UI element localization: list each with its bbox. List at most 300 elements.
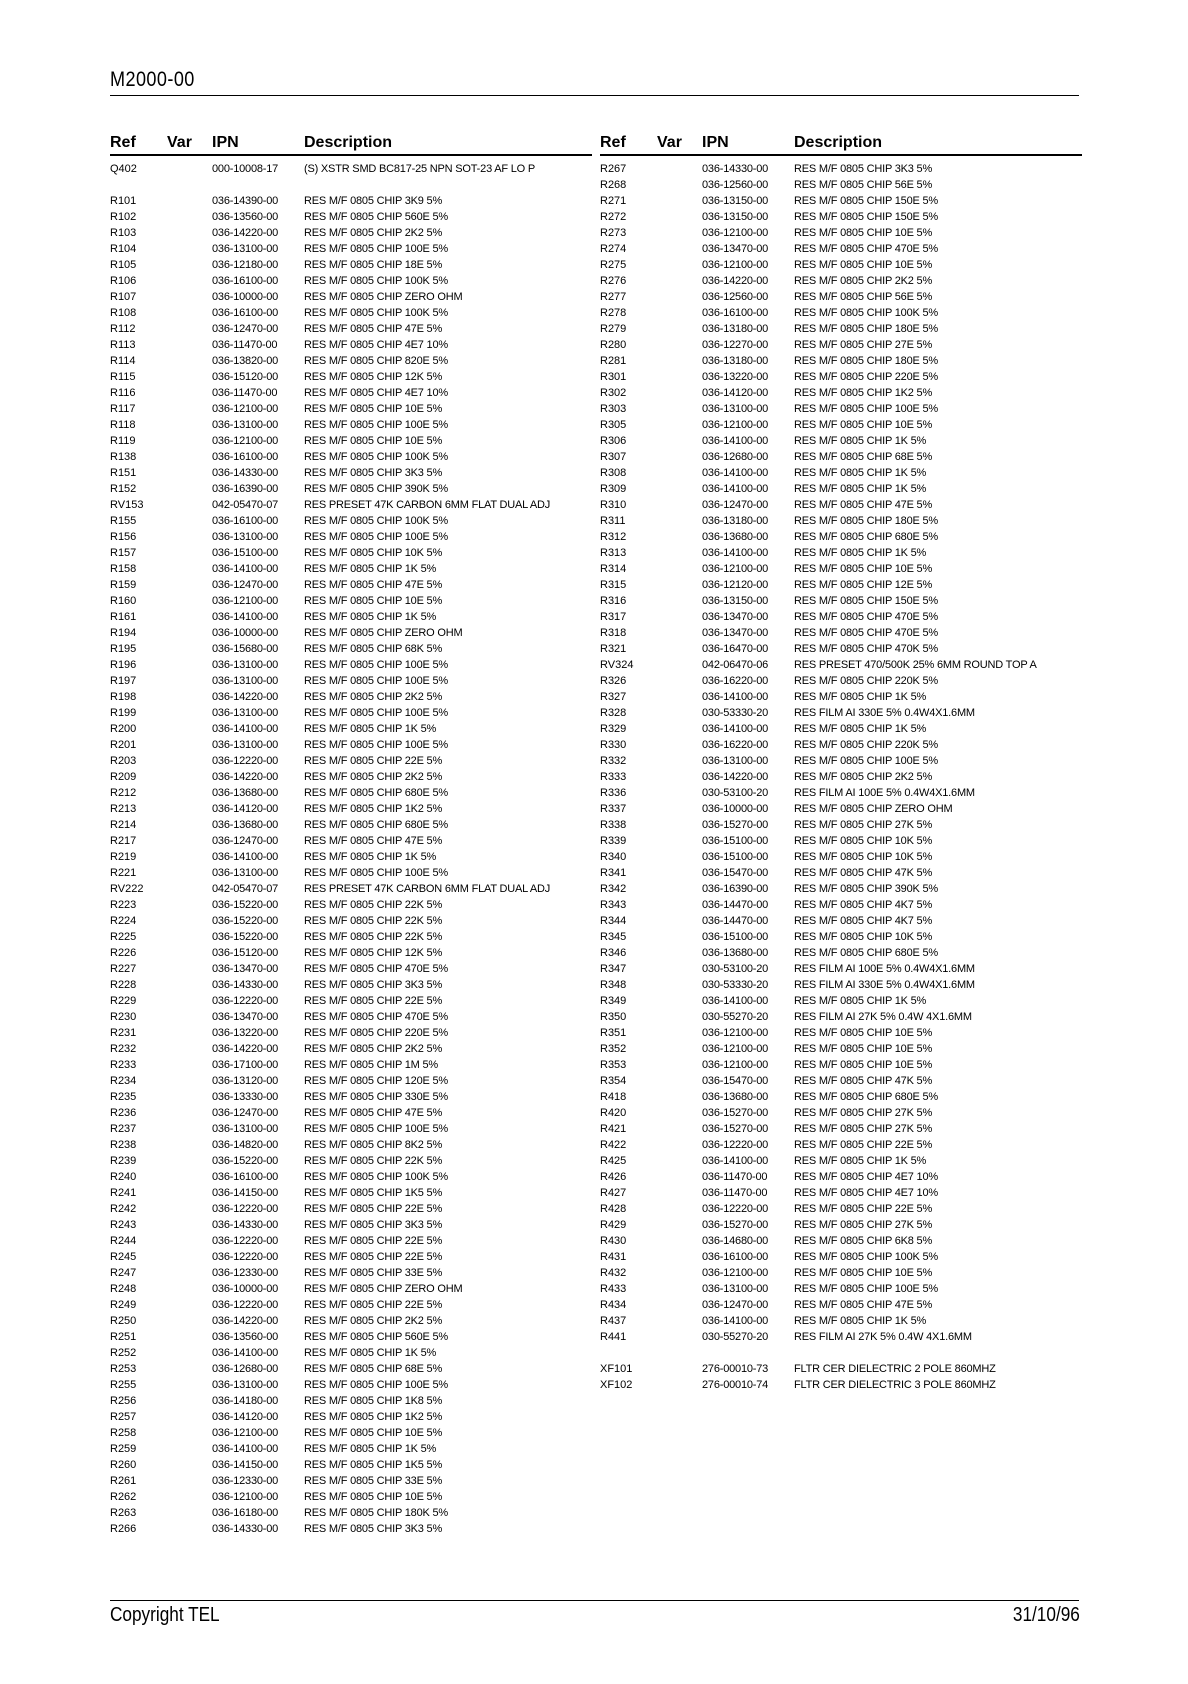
- part-row: [600, 161, 1082, 177]
- part-description: FLTR CER DIELECTRIC 2 POLE 860MHZ: [794, 1363, 996, 1375]
- part-row: [600, 305, 1082, 321]
- header-description: Description: [794, 134, 883, 151]
- part-ref: R313: [600, 547, 627, 559]
- part-description: RES M/F 0805 CHIP 1K 5%: [304, 563, 437, 575]
- part-ipn: 036-12100-00: [702, 1043, 769, 1055]
- part-ipn: 036-14150-00: [212, 1459, 279, 1471]
- part-ipn: 036-17100-00: [212, 1059, 279, 1071]
- part-row: [600, 737, 1082, 753]
- part-ipn: 036-14120-00: [212, 1411, 279, 1423]
- part-ref: R273: [600, 227, 627, 239]
- part-row: [110, 1185, 592, 1201]
- part-description: RES M/F 0805 CHIP 3K3 5%: [794, 163, 933, 175]
- part-row: [110, 1249, 592, 1265]
- part-description: RES M/F 0805 CHIP 150E 5%: [794, 211, 938, 223]
- part-ipn: 036-14220-00: [212, 1315, 279, 1327]
- part-ref: R315: [600, 579, 627, 591]
- part-description: RES M/F 0805 CHIP 4E7 10%: [794, 1171, 938, 1183]
- part-row: [600, 977, 1082, 993]
- part-row: [600, 1313, 1082, 1329]
- part-ipn: 036-12100-00: [212, 435, 279, 447]
- part-description: RES M/F 0805 CHIP 3K3 5%: [304, 979, 443, 991]
- part-description: RES M/F 0805 CHIP 10E 5%: [794, 1059, 933, 1071]
- part-row: [600, 177, 1082, 193]
- part-description: RES M/F 0805 CHIP 100E 5%: [304, 675, 448, 687]
- part-row: [600, 1185, 1082, 1201]
- part-ref: R229: [110, 995, 137, 1007]
- part-ipn: 036-15220-00: [212, 899, 279, 911]
- part-ipn: 036-13680-00: [702, 1091, 769, 1103]
- part-row: [600, 193, 1082, 209]
- part-row: [110, 753, 592, 769]
- part-ref: R420: [600, 1107, 627, 1119]
- part-ref: R253: [110, 1363, 137, 1375]
- part-ipn: 276-00010-73: [702, 1363, 769, 1375]
- part-ref: R203: [110, 755, 137, 767]
- part-ref: Q402: [110, 163, 137, 175]
- part-ipn: 036-16470-00: [702, 643, 769, 655]
- part-description: RES M/F 0805 CHIP 47K 5%: [794, 867, 933, 879]
- part-ipn: 036-10000-00: [212, 627, 279, 639]
- part-ipn: 036-14100-00: [702, 467, 769, 479]
- part-ipn: 036-12120-00: [702, 579, 769, 591]
- header-ref: Ref: [110, 134, 136, 151]
- part-description: RES M/F 0805 CHIP 470K 5%: [794, 643, 938, 655]
- part-ref: R116: [110, 387, 136, 399]
- part-ref: R114: [110, 355, 136, 367]
- part-ipn: 036-11470-00: [702, 1171, 768, 1183]
- part-row: [110, 945, 592, 961]
- part-row: [600, 753, 1082, 769]
- part-row: [110, 897, 592, 913]
- part-ipn: 036-16100-00: [212, 515, 279, 527]
- part-ipn: 036-15100-00: [702, 851, 769, 863]
- part-description: RES M/F 0805 CHIP 180E 5%: [794, 323, 938, 335]
- part-ipn: 000-10008-17: [212, 163, 279, 175]
- part-ref: R102: [110, 211, 137, 223]
- row-spacer: [600, 1345, 1082, 1361]
- part-ipn: 036-15270-00: [702, 1107, 769, 1119]
- part-ref: R161: [110, 611, 137, 623]
- part-description: RES M/F 0805 CHIP ZERO OHM: [304, 627, 463, 639]
- part-ipn: 036-13180-00: [702, 355, 769, 367]
- part-description: RES M/F 0805 CHIP 4K7 5%: [794, 915, 933, 927]
- part-ipn: 036-13100-00: [212, 1379, 279, 1391]
- part-ref: R309: [600, 483, 627, 495]
- part-ipn: 036-12180-00: [212, 259, 279, 271]
- part-ipn: 036-13680-00: [212, 819, 279, 831]
- part-description: RES M/F 0805 CHIP 68E 5%: [304, 1363, 443, 1375]
- part-description: RES M/F 0805 CHIP 33E 5%: [304, 1267, 443, 1279]
- part-ref: R225: [110, 931, 137, 943]
- part-description: RES M/F 0805 CHIP 220E 5%: [794, 371, 938, 383]
- part-ref: R310: [600, 499, 627, 511]
- part-ref: R333: [600, 771, 627, 783]
- part-description: RES M/F 0805 CHIP 100E 5%: [304, 419, 448, 431]
- part-description: RES M/F 0805 CHIP 10E 5%: [794, 563, 933, 575]
- part-description: RES M/F 0805 CHIP 1K 5%: [304, 851, 437, 863]
- part-ref: R251: [110, 1331, 137, 1343]
- part-row: [110, 593, 592, 609]
- part-row: [110, 929, 592, 945]
- part-row: [110, 449, 592, 465]
- part-ipn: 036-14120-00: [212, 803, 279, 815]
- part-ipn: 036-14100-00: [702, 691, 769, 703]
- part-description: RES M/F 0805 CHIP 68K 5%: [304, 643, 443, 655]
- part-description: RES M/F 0805 CHIP 100E 5%: [304, 659, 448, 671]
- part-row: [600, 513, 1082, 529]
- part-description: RES M/F 0805 CHIP 100E 5%: [304, 1379, 448, 1391]
- part-ipn: 036-12470-00: [212, 835, 279, 847]
- part-description: RES M/F 0805 CHIP 22E 5%: [304, 755, 443, 767]
- part-ipn: 036-12470-00: [702, 1299, 769, 1311]
- part-row: [110, 833, 592, 849]
- part-ref: R351: [600, 1027, 627, 1039]
- part-ipn: 036-12100-00: [702, 259, 769, 271]
- part-row: [600, 945, 1082, 961]
- part-ipn: 036-13100-00: [212, 675, 279, 687]
- part-ipn: 030-53330-20: [702, 979, 769, 991]
- part-row: [600, 657, 1082, 673]
- part-description: RES M/F 0805 CHIP 3K3 5%: [304, 1523, 443, 1535]
- part-ipn: 036-13120-00: [212, 1075, 279, 1087]
- part-row: [110, 1345, 592, 1361]
- part-ipn: 036-12100-00: [702, 1059, 769, 1071]
- part-row: [110, 801, 592, 817]
- part-ipn: 036-15270-00: [702, 1219, 769, 1231]
- part-ipn: 036-15220-00: [212, 1155, 279, 1167]
- part-ref: R433: [600, 1283, 627, 1295]
- header-var: Var: [167, 134, 192, 151]
- part-ipn: 036-14100-00: [212, 723, 279, 735]
- part-ipn: 036-13560-00: [212, 1331, 279, 1343]
- part-ipn: 036-16100-00: [702, 1251, 769, 1263]
- part-row: [600, 1297, 1082, 1313]
- part-description: RES M/F 0805 CHIP 10E 5%: [794, 259, 933, 271]
- part-row: [110, 673, 592, 689]
- part-row: [600, 401, 1082, 417]
- part-ipn: 030-55270-20: [702, 1331, 769, 1343]
- part-ref: R426: [600, 1171, 627, 1183]
- part-description: RES M/F 0805 CHIP 100E 5%: [794, 1283, 938, 1295]
- part-description: RES M/F 0805 CHIP 100E 5%: [304, 739, 448, 751]
- part-description: RES M/F 0805 CHIP 100K 5%: [304, 275, 448, 287]
- parts-column-left: [110, 134, 592, 1537]
- part-row: [600, 1329, 1082, 1345]
- part-ipn: 036-13180-00: [702, 515, 769, 527]
- part-description: RES M/F 0805 CHIP ZERO OHM: [794, 803, 953, 815]
- part-description: RES PRESET 47K CARBON 6MM FLAT DUAL ADJ: [304, 883, 551, 895]
- part-ref: R428: [600, 1203, 627, 1215]
- part-description: RES FILM AI 100E 5% 0.4W4X1.6MM: [794, 787, 975, 799]
- part-ipn: 036-16180-00: [212, 1507, 279, 1519]
- part-ipn: 036-15120-00: [212, 947, 279, 959]
- part-description: RES M/F 0805 CHIP 10K 5%: [794, 851, 933, 863]
- part-row: [110, 817, 592, 833]
- part-description: RES PRESET 47K CARBON 6MM FLAT DUAL ADJ: [304, 499, 551, 511]
- part-ipn: 036-15120-00: [212, 371, 279, 383]
- part-ipn: 030-53100-20: [702, 787, 769, 799]
- part-row: [600, 817, 1082, 833]
- part-ref: R342: [600, 883, 627, 895]
- part-ipn: 036-10000-00: [212, 291, 279, 303]
- part-ref: R339: [600, 835, 627, 847]
- part-description: RES M/F 0805 CHIP 1K5 5%: [304, 1459, 443, 1471]
- part-ref: R317: [600, 611, 627, 623]
- part-ref: R197: [110, 675, 137, 687]
- part-row: [110, 305, 592, 321]
- part-ipn: 036-13680-00: [702, 947, 769, 959]
- part-ipn: 036-12100-00: [702, 227, 769, 239]
- part-description: RES M/F 0805 CHIP 4E7 10%: [304, 387, 448, 399]
- part-ref: R418: [600, 1091, 627, 1103]
- part-description: RES M/F 0805 CHIP 22E 5%: [304, 1251, 443, 1263]
- part-ref: R112: [110, 323, 136, 335]
- part-row: [600, 465, 1082, 481]
- part-description: RES M/F 0805 CHIP 470E 5%: [794, 627, 938, 639]
- part-description: RES M/F 0805 CHIP 22E 5%: [794, 1139, 933, 1151]
- part-description: RES M/F 0805 CHIP 1K 5%: [794, 483, 927, 495]
- part-ref: R234: [110, 1075, 137, 1087]
- part-ref: R281: [600, 355, 627, 367]
- part-row: [600, 225, 1082, 241]
- part-row: [600, 929, 1082, 945]
- part-ref: R239: [110, 1155, 137, 1167]
- part-row: [600, 1201, 1082, 1217]
- part-ipn: 036-11470-00: [702, 1187, 768, 1199]
- part-ref: R256: [110, 1395, 137, 1407]
- part-row: [600, 449, 1082, 465]
- part-row: [600, 897, 1082, 913]
- part-description: RES M/F 0805 CHIP 2K2 5%: [304, 227, 443, 239]
- part-ipn: 036-14100-00: [702, 435, 769, 447]
- part-row: [110, 1153, 592, 1169]
- part-ipn: 036-14120-00: [702, 387, 769, 399]
- part-description: RES M/F 0805 CHIP 180K 5%: [304, 1507, 448, 1519]
- part-ipn: 030-53330-20: [702, 707, 769, 719]
- part-ref: R247: [110, 1267, 137, 1279]
- part-ref: R119: [110, 435, 136, 447]
- part-description: RES M/F 0805 CHIP 680E 5%: [304, 819, 448, 831]
- part-ipn: 036-13150-00: [702, 195, 769, 207]
- part-ref: R217: [110, 835, 137, 847]
- part-ref: R314: [600, 563, 627, 575]
- part-ipn: 036-14100-00: [212, 1347, 279, 1359]
- part-description: RES M/F 0805 CHIP 100K 5%: [794, 307, 938, 319]
- part-ipn: 036-13180-00: [702, 323, 769, 335]
- part-row: [110, 1057, 592, 1073]
- part-ipn: 036-15100-00: [702, 835, 769, 847]
- part-ref: R244: [110, 1235, 137, 1247]
- part-ref: R231: [110, 1027, 137, 1039]
- part-description: RES FILM AI 330E 5% 0.4W4X1.6MM: [794, 707, 975, 719]
- part-ipn: 036-13100-00: [212, 659, 279, 671]
- part-ipn: 036-16100-00: [702, 307, 769, 319]
- part-row: [110, 1233, 592, 1249]
- part-row: [110, 529, 592, 545]
- part-description: RES M/F 0805 CHIP 100K 5%: [304, 515, 448, 527]
- part-ref: R268: [600, 179, 627, 191]
- part-ref: R223: [110, 899, 137, 911]
- part-row: [600, 385, 1082, 401]
- part-row: [110, 1217, 592, 1233]
- part-row: [110, 913, 592, 929]
- part-ipn: 036-13330-00: [212, 1091, 279, 1103]
- part-ref: R425: [600, 1155, 627, 1167]
- part-ref: XF101: [600, 1363, 633, 1375]
- part-description: RES M/F 0805 CHIP 47E 5%: [794, 1299, 933, 1311]
- part-ipn: 036-13470-00: [702, 627, 769, 639]
- part-description: RES M/F 0805 CHIP 470E 5%: [304, 963, 448, 975]
- part-row: [110, 161, 592, 177]
- part-ref: R195: [110, 643, 137, 655]
- part-row: [110, 961, 592, 977]
- part-row: [110, 977, 592, 993]
- part-ipn: 036-13680-00: [702, 531, 769, 543]
- part-ref: R278: [600, 307, 627, 319]
- part-ref: R267: [600, 163, 627, 175]
- part-ipn: 036-16220-00: [702, 739, 769, 751]
- part-ref: R240: [110, 1171, 137, 1183]
- part-row: [110, 241, 592, 257]
- part-ref: R194: [110, 627, 137, 639]
- part-ref: R242: [110, 1203, 137, 1215]
- part-ref: R343: [600, 899, 627, 911]
- part-description: RES M/F 0805 CHIP 47E 5%: [304, 835, 443, 847]
- part-description: RES M/F 0805 CHIP 680E 5%: [304, 787, 448, 799]
- part-row: [110, 641, 592, 657]
- part-row: [110, 273, 592, 289]
- part-row: [110, 881, 592, 897]
- part-ref: R248: [110, 1283, 137, 1295]
- part-description: RES M/F 0805 CHIP 3K3 5%: [304, 467, 443, 479]
- part-ref: R151: [110, 467, 137, 479]
- part-ref: R280: [600, 339, 627, 351]
- part-row: [110, 1377, 592, 1393]
- part-description: RES M/F 0805 CHIP 2K2 5%: [794, 771, 933, 783]
- part-ipn: 042-06470-06: [702, 659, 769, 671]
- part-ipn: 036-14220-00: [212, 691, 279, 703]
- part-ipn: 036-12100-00: [212, 1491, 279, 1503]
- part-description: RES M/F 0805 CHIP 10E 5%: [304, 403, 443, 415]
- part-row: [600, 1121, 1082, 1137]
- part-row: [600, 705, 1082, 721]
- part-ref: R431: [600, 1251, 627, 1263]
- part-description: RES M/F 0805 CHIP 1K2 5%: [794, 387, 933, 399]
- part-ref: R138: [110, 451, 137, 463]
- part-ref: R276: [600, 275, 627, 287]
- part-ipn: 036-12220-00: [212, 1203, 279, 1215]
- part-ref: R327: [600, 691, 627, 703]
- part-row: [110, 625, 592, 641]
- part-ref: XF102: [600, 1379, 633, 1391]
- part-row: [110, 209, 592, 225]
- part-row: [110, 705, 592, 721]
- part-row: [110, 721, 592, 737]
- part-description: RES M/F 0805 CHIP 1K 5%: [794, 995, 927, 1007]
- part-ipn: 036-14330-00: [212, 1523, 279, 1535]
- part-row: [110, 257, 592, 273]
- part-ipn: 036-12220-00: [212, 1235, 279, 1247]
- part-ref: R348: [600, 979, 627, 991]
- rows-right: [600, 161, 1082, 1393]
- part-ipn: 036-15220-00: [212, 931, 279, 943]
- part-description: RES M/F 0805 CHIP 47E 5%: [794, 499, 933, 511]
- part-row: [110, 289, 592, 305]
- part-row: [600, 1057, 1082, 1073]
- part-row: [110, 1297, 592, 1313]
- part-ipn: 036-14220-00: [702, 771, 769, 783]
- part-ipn: 036-12680-00: [212, 1363, 279, 1375]
- part-ref: R306: [600, 435, 627, 447]
- part-description: RES M/F 0805 CHIP 100E 5%: [304, 1123, 448, 1135]
- part-ipn: 036-12100-00: [702, 419, 769, 431]
- part-ipn: 036-13470-00: [212, 963, 279, 975]
- part-ref: R307: [600, 451, 627, 463]
- part-row: [110, 1505, 592, 1521]
- part-row: [110, 785, 592, 801]
- part-description: RES M/F 0805 CHIP 100K 5%: [304, 307, 448, 319]
- part-description: RES M/F 0805 CHIP 100K 5%: [794, 1251, 938, 1263]
- part-ipn: 036-12470-00: [212, 579, 279, 591]
- part-ipn: 036-12220-00: [702, 1139, 769, 1151]
- part-row: [600, 433, 1082, 449]
- part-description: RES M/F 0805 CHIP 560E 5%: [304, 1331, 448, 1343]
- part-row: [110, 1329, 592, 1345]
- part-ipn: 036-14100-00: [212, 563, 279, 575]
- part-row: [600, 721, 1082, 737]
- part-row: [600, 1249, 1082, 1265]
- part-ref: R101: [110, 195, 137, 207]
- part-row: [600, 1233, 1082, 1249]
- part-ref: R106: [110, 275, 137, 287]
- part-description: RES M/F 0805 CHIP 27E 5%: [794, 339, 933, 351]
- part-ipn: 036-12560-00: [702, 291, 769, 303]
- part-description: RES M/F 0805 CHIP 1K2 5%: [304, 1411, 443, 1423]
- part-description: RES M/F 0805 CHIP 1K5 5%: [304, 1187, 443, 1199]
- part-row: [600, 689, 1082, 705]
- part-row: [600, 849, 1082, 865]
- part-row: [600, 353, 1082, 369]
- part-ref: R341: [600, 867, 627, 879]
- part-description: RES FILM AI 27K 5% 0.4W 4X1.6MM: [794, 1011, 972, 1023]
- part-row: [110, 865, 592, 881]
- part-ipn: 036-13100-00: [212, 243, 279, 255]
- part-ipn: 036-12100-00: [212, 1427, 279, 1439]
- part-row: [110, 1089, 592, 1105]
- part-row: [110, 1489, 592, 1505]
- part-ref: R332: [600, 755, 627, 767]
- part-row: [110, 1105, 592, 1121]
- part-description: RES M/F 0805 CHIP 12K 5%: [304, 371, 443, 383]
- part-ref: R301: [600, 371, 627, 383]
- part-ref: R263: [110, 1507, 137, 1519]
- part-row: [600, 545, 1082, 561]
- part-row: [110, 1393, 592, 1409]
- part-ref: R350: [600, 1011, 627, 1023]
- part-description: RES M/F 0805 CHIP 12E 5%: [794, 579, 933, 591]
- part-ref: R326: [600, 675, 627, 687]
- part-row: [110, 1009, 592, 1025]
- part-description: RES M/F 0805 CHIP 33E 5%: [304, 1475, 443, 1487]
- part-ipn: 036-13150-00: [702, 595, 769, 607]
- part-ipn: 036-12330-00: [212, 1267, 279, 1279]
- part-description: RES M/F 0805 CHIP 470E 5%: [794, 611, 938, 623]
- part-description: RES M/F 0805 CHIP 10E 5%: [304, 595, 443, 607]
- part-description: RES M/F 0805 CHIP 10K 5%: [794, 835, 933, 847]
- part-ipn: 036-13100-00: [702, 403, 769, 415]
- part-ipn: 036-12470-00: [212, 1107, 279, 1119]
